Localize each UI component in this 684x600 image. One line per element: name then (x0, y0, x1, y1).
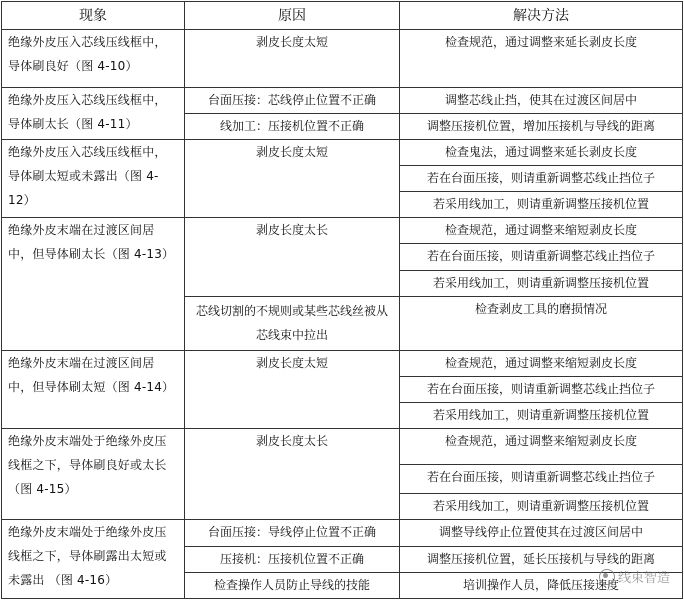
phenomenon-cell: 绝缘外皮压入芯线压线框中，导体刷太长（图 4-11） (2, 87, 185, 139)
header-cause: 原因 (185, 2, 400, 30)
cause-cell: 压接机：压接机位置不正确 (185, 546, 400, 572)
solution-cell: 若在台面压接，则请重新调整芯线止挡位子 (400, 244, 683, 270)
solution-cell: 若采用线加工，则请重新调整压接机位置 (400, 494, 683, 520)
solution-cell: 检查规范，通过调整来缩短剥皮长度 (400, 351, 683, 377)
phenomenon-cell: 绝缘外皮末端处于绝缘外皮压线框之下，导体刷良好或太长（图 4-15） (2, 429, 185, 520)
solution-cell: 检查规范，通过调整来延长剥皮长度 (400, 30, 683, 88)
solution-cell: 若采用线加工，则请重新调整压接机位置 (400, 403, 683, 429)
solution-cell: 调整压接机位置，增加压接机与导线的距离 (400, 113, 683, 139)
cause-cell: 检查操作人员防止导线的技能 (185, 572, 400, 598)
solution-cell: 若采用线加工，则请重新调整压接机位置 (400, 270, 683, 296)
cause-cell: 剥皮长度太短 (185, 351, 400, 429)
phenomenon-cell: 绝缘外皮压入芯线压线框中，导体刷良好（图 4-10） (2, 30, 185, 88)
cause-cell: 剥皮长度太短 (185, 139, 400, 217)
cause-cell: 剥皮长度太长 (185, 429, 400, 520)
phenomenon-cell: 绝缘外皮压入芯线压线框中，导体刷太短或未露出（图 4-12） (2, 139, 185, 217)
solution-cell: 若在台面压接，则请重新调整芯线止挡位子 (400, 377, 683, 403)
solution-cell: 若在台面压接，则请重新调整芯线止挡位子 (400, 465, 683, 494)
phenomenon-cell: 绝缘外皮末端在过渡区间居中，但导体刷太长（图 4-13） (2, 218, 185, 351)
watermark (599, 567, 670, 586)
solution-cell: 检查规范，通过调整来缩短剥皮长度 (400, 429, 683, 465)
solution-cell: 调整芯线止挡，使其在过渡区间居中 (400, 87, 683, 113)
cause-cell: 剥皮长度太长 (185, 218, 400, 296)
solution-cell: 调整压接机位置，延长压接机与导线的距离 (400, 546, 683, 572)
solution-cell: 调整导线停止位置使其在过渡区间居中 (400, 520, 683, 546)
wechat-logo-icon (599, 569, 615, 585)
cause-cell: 剥皮长度太短 (185, 30, 400, 88)
phenomenon-cell: 绝缘外皮末端在过渡区间居中，但导体刷太短（图 4-14） (2, 351, 185, 429)
solution-cell: 检查规范，通过调整来缩短剥皮长度 (400, 218, 683, 244)
solution-cell: 若在台面压接，则请重新调整芯线止挡位子 (400, 166, 683, 192)
solution-cell: 若采用线加工，则请重新调整压接机位置 (400, 192, 683, 218)
troubleshooting-table (1, 1, 683, 599)
solution-cell: 检查剥皮工具的磨损情况 (400, 296, 683, 350)
cause-cell: 台面压接：芯线停止位置不正确 (185, 87, 400, 113)
cause-cell: 线加工：压接机位置不正确 (185, 113, 400, 139)
header-phenomenon: 现象 (2, 2, 185, 30)
solution-cell: 培训操作人员，降低压接速度 (400, 572, 683, 598)
cause-cell: 台面压接：导线停止位置不正确 (185, 520, 400, 546)
header-solution: 解决方法 (400, 2, 683, 30)
solution-cell: 检查鬼法，通过调整来延长剥皮长度 (400, 139, 683, 165)
phenomenon-cell: 绝缘外皮末端处于绝缘外皮压线框之下，导体刷露出太短或未露出 （图 4-16） (2, 520, 185, 599)
watermark-text: 线束智造 (617, 571, 670, 586)
cause-cell: 芯线切割的不规则或某些芯线丝被从芯线束中拉出 (185, 296, 400, 350)
